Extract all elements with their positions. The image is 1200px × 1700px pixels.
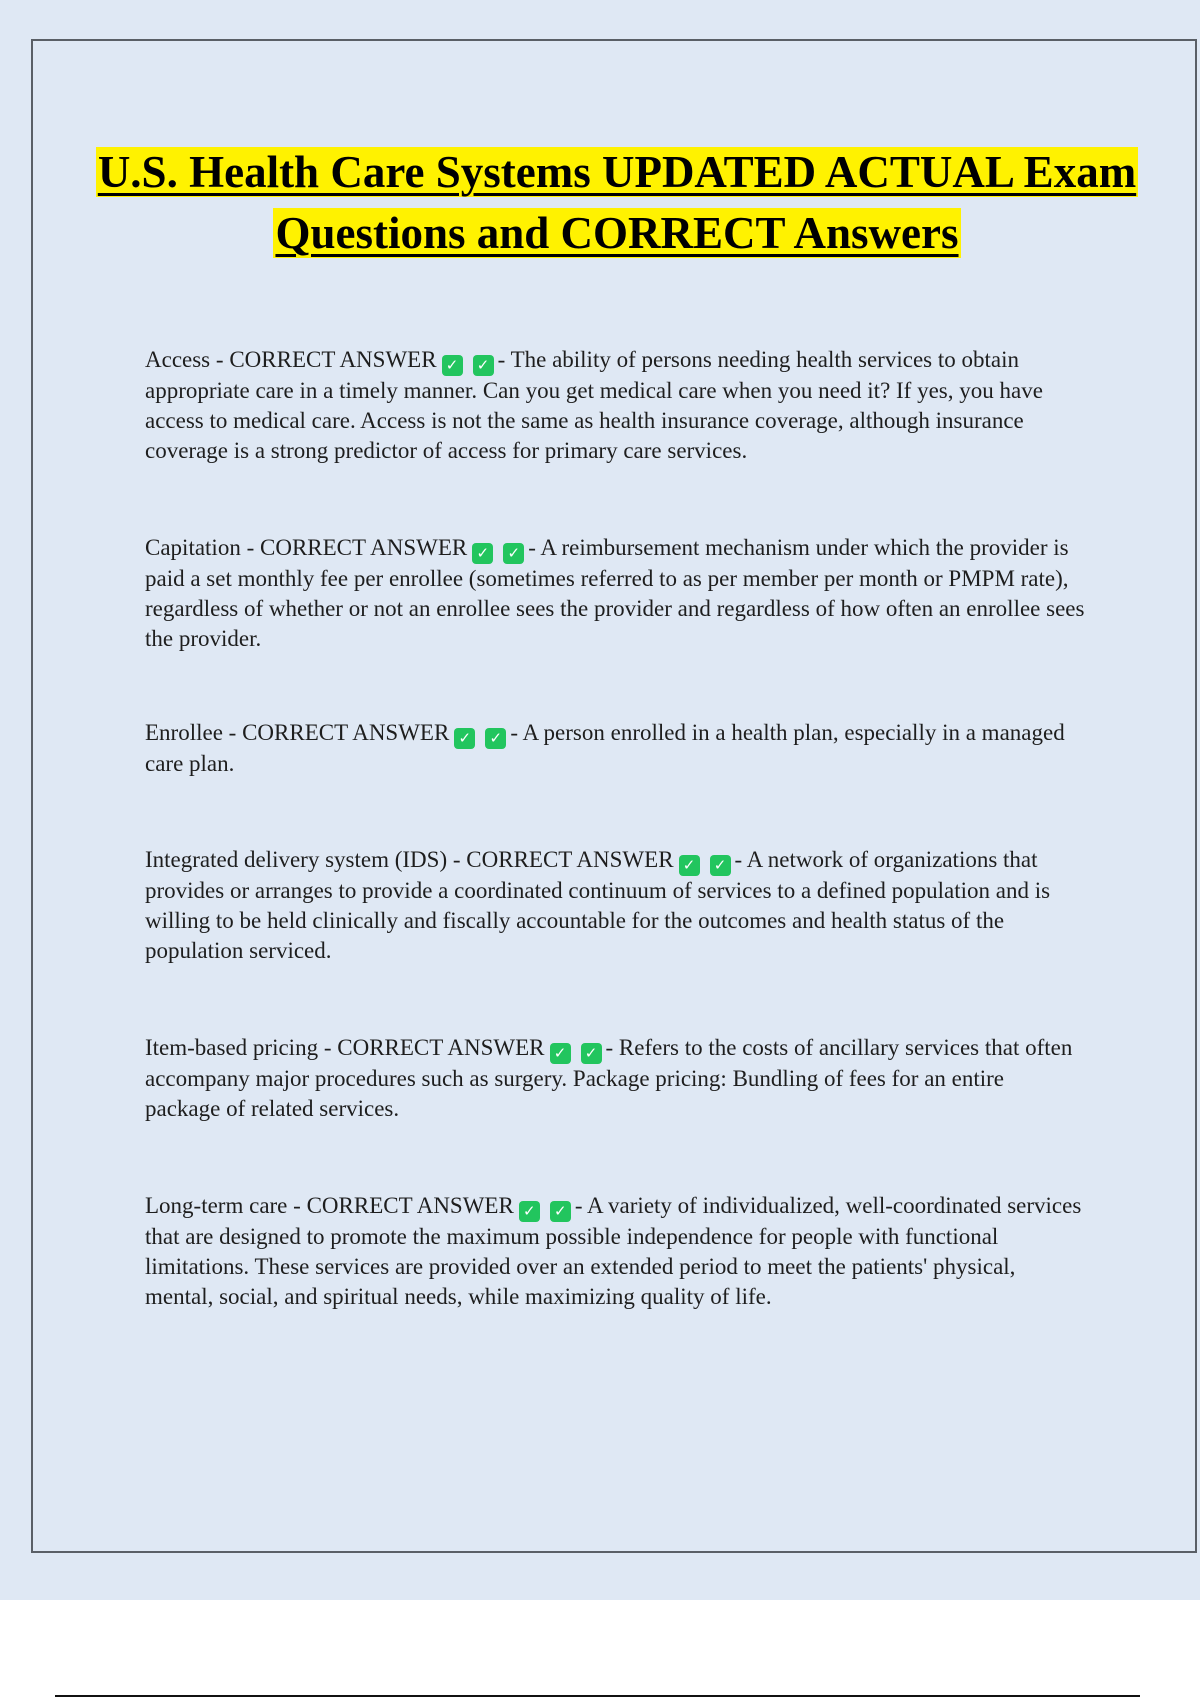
document-title-text: U.S. Health Care Systems UPDATED ACTUAL Exam Questions and CORRECT Answers — [97, 147, 1137, 258]
term: Access — [145, 347, 211, 372]
qa-entry: Long-term care - CORRECT ANSWER ✓ ✓ - A variety of individualized, well-coordinated services that are designed to promote the maximum possible independence for people with functional limitations. These services are provided over an extended period to meet the patients' physical, mental, social, and spiritual needs, while maximizing quality of life. — [145, 1193, 1082, 1309]
answer-label: CORRECT ANSWER — [260, 535, 468, 560]
check-mark-icon: ✓ — [442, 355, 463, 376]
term: Enrollee — [145, 720, 223, 745]
answer-label: CORRECT ANSWER — [242, 720, 450, 745]
qa-entry: Capitation - CORRECT ANSWER ✓ ✓ - A reimbursement mechanism under which the provider is paid a set monthly fee per enrollee (sometimes referred to as per member per month or PMPM rate), regardless of whether or not an enrollee sees the provider and regardless of how often an enrollee sees the provider. — [145, 535, 1085, 651]
answer-label: CORRECT ANSWER — [306, 1193, 514, 1218]
definition: A variety of individualized, well-coordinated services that are designed to promote the maximum possible independence for people with functional limitations. These services are provided over an extended period to meet the patients' physical, mental, social, and spiritual needs, while maximizing quality of life. — [145, 1193, 1082, 1309]
document-title — [60, 142, 1174, 264]
definition: A reimbursement mechanism under which the provider is paid a set monthly fee per enrollee (sometimes referred to as per member per month or PMPM rate), regardless of whether or not an enrollee sees the provider and regardless of how often an enrollee sees the provider. — [145, 535, 1085, 651]
qa-entry: Enrollee - CORRECT ANSWER ✓ ✓ - A person enrolled in a health plan, especially in a managed care plan. — [145, 720, 1065, 776]
answer-label: CORRECT ANSWER — [466, 847, 674, 872]
definition: The ability of persons needing health services to obtain appropriate care in a timely manner. Can you get medical care when you need it? If yes, you have access to medical care. Access is not the same as health insurance coverage, although insurance coverage is a strong predictor of access for primary care services. — [145, 347, 1043, 463]
check-mark-icon: ✓ — [710, 855, 731, 876]
answer-label: CORRECT ANSWER — [337, 1035, 545, 1060]
check-mark-icon: ✓ — [679, 855, 700, 876]
term: Item-based pricing — [145, 1035, 319, 1060]
term: Long-term care — [145, 1193, 288, 1218]
check-mark-icon: ✓ — [485, 728, 506, 749]
check-mark-icon: ✓ — [454, 728, 475, 749]
check-mark-icon: ✓ — [581, 1043, 602, 1064]
term: Integrated delivery system (IDS) — [145, 847, 448, 872]
check-mark-icon: ✓ — [473, 355, 494, 376]
definition: A person enrolled in a health plan, especially in a managed care plan. — [145, 720, 1065, 776]
check-mark-icon: ✓ — [550, 1201, 571, 1222]
check-mark-icon: ✓ — [503, 543, 524, 564]
check-mark-icon: ✓ — [519, 1201, 540, 1222]
page-bottom-rule — [55, 1695, 1140, 1697]
qa-entry: Access - CORRECT ANSWER ✓ ✓ - The ability of persons needing health services to obtain appropriate care in a timely manner. Can you get medical care when you need it? If yes, you have access to medical care. Access is not the same as health insurance coverage, although insurance coverage is a strong predictor of access for primary care services. — [145, 347, 1043, 463]
term: Capitation — [145, 535, 241, 560]
qa-entry: Integrated delivery system (IDS) - CORRECT ANSWER ✓ ✓ - A network of organizations that provides or arranges to provide a coordinated continuum of services to a defined population and is willing to be held clinically and fiscally accountable for the outcomes and health status of the population serviced. — [145, 847, 1051, 963]
qa-list — [145, 345, 1085, 1312]
definition: A network of organizations that provides or arranges to provide a coordinated continuum of services to a defined population and is willing to be held clinically and fiscally accountable for the outcomes and health status of the population serviced. — [145, 847, 1051, 963]
check-mark-icon: ✓ — [472, 543, 493, 564]
definition: Refers to the costs of ancillary services that often accompany major procedures such as surgery. Package pricing: Bundling of fees for an entire package of related services. — [145, 1035, 1073, 1121]
qa-entry: Item-based pricing - CORRECT ANSWER ✓ ✓ - Refers to the costs of ancillary services that often accompany major procedures such as surgery. Package pricing: Bundling of fees for an entire package of related services. — [145, 1035, 1073, 1121]
answer-label: CORRECT ANSWER — [229, 347, 437, 372]
check-mark-icon: ✓ — [550, 1043, 571, 1064]
